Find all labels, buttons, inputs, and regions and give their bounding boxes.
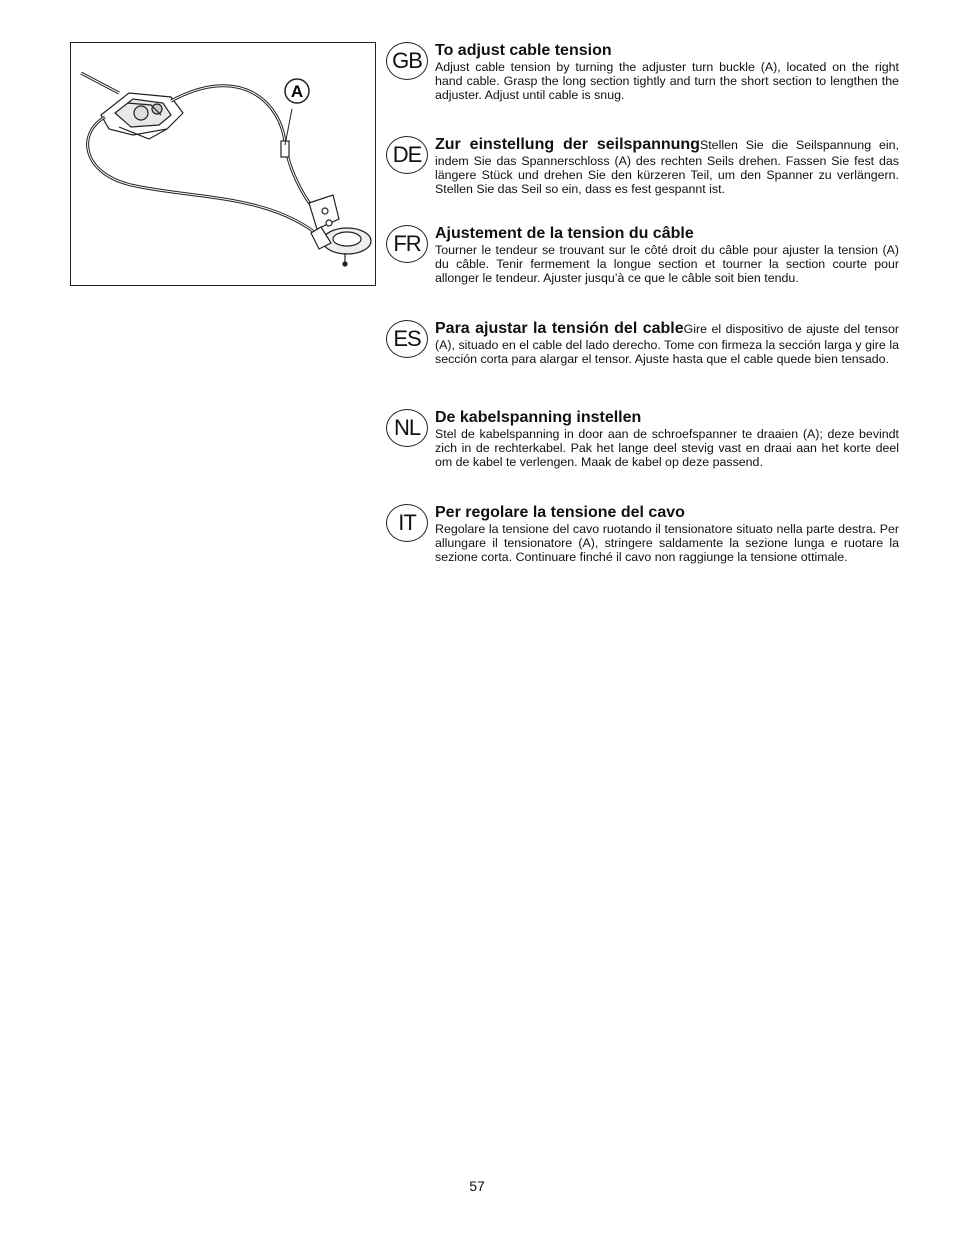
cable-diagram — [71, 43, 374, 284]
section-heading: Ajustement de la tension du câble — [435, 225, 694, 242]
section-body-lead: Stellen Sie die Seilspannung — [699, 138, 872, 152]
section-heading: Zur einstellung der seilspannung — [435, 136, 700, 153]
section-de — [386, 136, 900, 196]
language-badge: GB — [386, 42, 428, 80]
section-es — [386, 320, 900, 366]
language-badge: NL — [386, 409, 428, 447]
section-heading: To adjust cable tension — [435, 42, 612, 59]
section-text — [435, 136, 899, 196]
section-gb — [386, 42, 900, 102]
page-number: 57 — [469, 1178, 485, 1194]
section-text — [435, 320, 899, 366]
section-heading: De kabelspanning instellen — [435, 409, 642, 426]
cable-adjuster-illustration — [70, 42, 376, 286]
section-it — [386, 504, 900, 564]
section-fr — [386, 225, 900, 285]
section-heading: Per regolare la tensione del cavo — [435, 504, 685, 521]
section-heading: Para ajustar la tensión del cable — [435, 320, 684, 337]
drive-mechanism — [309, 195, 371, 266]
section-body: ein, indem Sie das Spannerschloss (A) des rechten Seils drehen. Fassen Sie fest das längere Stück und drehen Sie den kürzeren Teil, um den Spanner zu verlängern. Stellen Sie das Seil so ein, dass es fest gespannt ist. — [435, 138, 899, 196]
language-badge: IT — [386, 504, 428, 542]
section-body: Tourner le tendeur se trouvant sur le côté droit du câble pour ajuster la tension (A) du câble. Tenir fermement la longue section et tourner la section courte pour allonger le tendeur. Ajuster jusqu’à ce que le câble soit bien tendu. — [435, 243, 899, 285]
section-body: del tensor (A), situado en el cable del lado derecho. Tome con firmeza la sección larga y gire la sección corta para alargar el tensor. Ajuste hasta que el cable quede bien tensado. — [435, 322, 899, 366]
section-nl — [386, 409, 900, 469]
section-body: Regolare la tensione del cavo ruotando il tensionatore situato nella parte destra. Per allungare il tensionatore (A), stringere saldamente la sezione lunga e ruotare la sezione corta. Continuare finché il cavo non raggiunge la tensione ottimale. — [435, 522, 899, 564]
callout-label: A — [290, 82, 304, 101]
language-badge: DE — [386, 136, 428, 174]
section-body: Adjust cable tension by turning the adjuster turn buckle (A), located on the right hand cable. Grasp the long section tightly and turn the short section to lengthen the adjuster. Adjust until cable is snug. — [435, 60, 899, 102]
section-body-lead: Gire el dispositivo de ajuste — [683, 322, 840, 336]
language-badge: FR — [386, 225, 428, 263]
language-badge: ES — [386, 320, 428, 358]
section-body: Stel de kabelspanning in door aan de schroefspanner te draaien (A); deze bevindt zich in de rechterkabel. Pak het lange deel stevig vast en draai aan het korte deel om de kabel te verlengen. Maak de kabel op deze passend. — [435, 427, 899, 469]
